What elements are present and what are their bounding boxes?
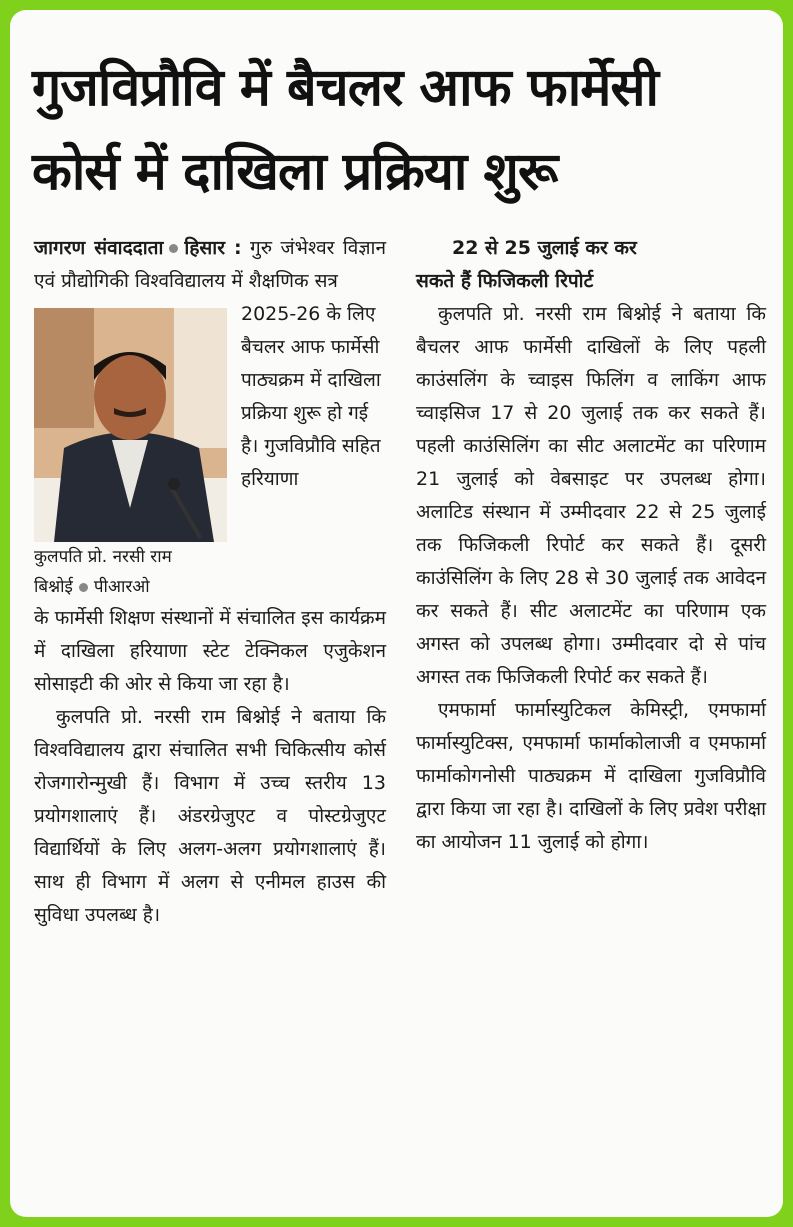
- headline-line-2: कोर्स में दाखिला प्रक्रिया शुरू: [32, 142, 558, 202]
- article-column-left: [34, 232, 386, 932]
- subheading-line-1: 22 से 25 जुलाई कर कर: [452, 237, 637, 259]
- dateline-place: हिसार :: [184, 237, 242, 259]
- intro-paragraph: [34, 232, 386, 298]
- paragraph-1-rest: के फार्मेसी शिक्षण संस्थानों में संचालित इस कार्यक्रम में दाखिला हरियाणा स्टेट टेक्निकल एजुकेशन सोसाइटी की ओर से किया जा रहा है।: [34, 607, 386, 695]
- photo-caption: [34, 542, 239, 602]
- vice-chancellor-photo: [34, 308, 227, 542]
- intro-wrap-text: 2025-26 के लिए बैचलर आफ फार्मेसी पाठ्यक्रम में दाखिला प्रक्रिया शुरू हो गई है। गुजविप्रौवि सहित हरियाणा: [241, 303, 381, 490]
- article-column-right: [416, 232, 766, 859]
- photo-block: [34, 298, 386, 602]
- right-paragraph-2: एमफार्मा फार्मास्युटिकल केमिस्ट्री, एमफार्मा फार्मास्युटिक्स, एमफार्मा फार्माकोलाजी व एमफार्मा फार्माकोगनोसी पाठ्यक्रम में दाखिला गुजविप्रौवि द्वारा किया जा रहा है। दाखिलों के लिए प्रवेश परीक्षा का आयोजन 11 जुलाई को होगा।: [416, 699, 766, 853]
- headline-line-1: गुजविप्रौवि में बैचलर आफ फार्मेसी: [32, 58, 658, 118]
- intro-text: गुरु जंभेश्वर विज्ञान एवं प्रौद्योगिकी विश्वविद्यालय में शैक्षणिक सत्र: [34, 237, 386, 292]
- subheading-line-2: सकते हैं फिजिकली रिपोर्ट: [416, 270, 594, 292]
- right-paragraph-1: कुलपति प्रो. नरसी राम बिश्नोई ने बताया कि बैचलर आफ फार्मेसी दाखिलों के लिए पहली काउंसलिंग के च्वाइस फिलिंग व लाकिंग आफ च्वाइसिज 17 से 20 जुलाई तक कर सकते हैं। पहली काउंसिलिंग का सीट अलाटमेंट का परिणाम 21 जुलाई को वेबसाइट पर उपलब्ध होगा। अलाटिड संस्थान में उम्मीदवार 22 से 25 जुलाई तक फिजिकली रिपोर्ट कर सकते हैं। दूसरी काउंसिलिंग के लिए 28 से 30 जुलाई तक आवेदन कर सकते हैं। सीट अलाटमेंट का परिणाम एक अगस्त को उपलब्ध होगा। उम्मीदवार दो से पांच अगस्त तक फिजिकली रिपोर्ट कर सकते हैं।: [416, 303, 766, 688]
- caption-name: बिश्नोई: [34, 577, 73, 597]
- caption-dot: [79, 583, 88, 592]
- headline: [32, 46, 772, 214]
- caption-credit: पीआरओ: [93, 577, 150, 597]
- newspaper-clipping: [10, 10, 783, 1217]
- caption-line-1: कुलपति प्रो. नरसी राम: [34, 547, 172, 567]
- separator-dot: [169, 244, 178, 253]
- reporter-credit: जागरण संवाददाता: [34, 237, 164, 259]
- paragraph-2: कुलपति प्रो. नरसी राम बिश्नोई ने बताया कि विश्वविद्यालय द्वारा संचालित सभी चिकित्सीय कोर्स रोजगारोन्मुखी हैं। विभाग में उच्च स्तरीय 13 प्रयोगशालाएं हैं। अंडरग्रेजुएट व पोस्टग्रेजुएट विद्यार्थियों के लिए अलग-अलग प्रयोगशालाएं हैं। साथ ही विभाग में अलग से एनीमल हाउस की सुविधा उपलब्ध है।: [34, 706, 386, 926]
